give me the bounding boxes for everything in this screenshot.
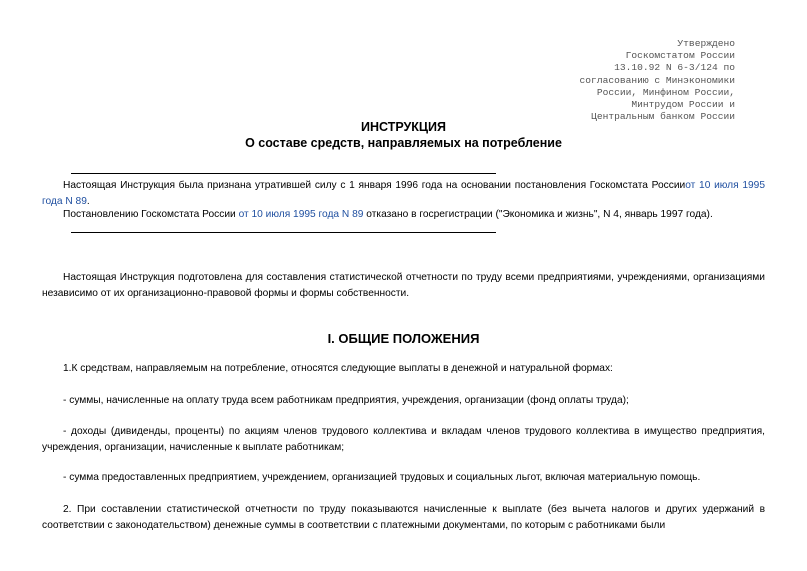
notice-text-end: . [86, 196, 90, 207]
approval-line: Госкомстатом России [625, 50, 735, 62]
notice-paragraph-1 [42, 178, 765, 210]
notice-text: Настоящая Инструкция была признана утратившей силу с 1 января 1996 года на основании постановления Госкомстата России [63, 180, 686, 191]
notice-text: Постановлению Госкомстата России [63, 209, 239, 220]
approval-line: Минтрудом России и [631, 99, 735, 111]
item-2: 2. При составлении статистической отчетности по труду показываются начисленные к выплате (без вычета налогов и других удержаний в соответствии с законодательством) денежные суммы в соответствии с платежными документами, по которым с работниками были [42, 504, 765, 531]
intro-paragraph: Настоящая Инструкция подготовлена для составления статистической отчетности по труду всеми предприятиями, учреждениями, организациями независимо от их организационно-правовой формы и формы собственности. [42, 272, 765, 299]
bullet-1: - суммы, начисленные на оплату труда всем работникам предприятия, учреждения, организации (фонд оплаты труда); [63, 395, 629, 406]
approval-line: Утверждено [677, 38, 735, 49]
approval-line: Центральным банком России [591, 111, 735, 123]
notice-text-end: отказано в госрегистрации ("Экономика и жизнь", N 4, январь 1997 года). [363, 209, 713, 220]
divider-top [71, 173, 496, 174]
document-title: ИНСТРУКЦИЯ [360, 120, 447, 134]
document-subtitle: О составе средств, направляемых на потребление [245, 136, 562, 150]
divider-bottom [71, 232, 496, 233]
approval-line: России, Минфином России, [596, 86, 735, 98]
item-1: 1.К средствам, направляемым на потребление, относятся следующие выплаты в денежной и натуральной формах: [63, 363, 613, 374]
decree-link[interactable]: от 10 июля 1995 года N 89 [42, 180, 766, 207]
section-heading: I. ОБЩИЕ ПОЛОЖЕНИЯ [327, 331, 480, 346]
approval-line: 13.10.92 N 6-3/124 по [614, 62, 735, 74]
decree-link[interactable]: от 10 июля 1995 года N 89 [238, 209, 364, 220]
notice-paragraph-2 [42, 207, 765, 223]
approval-line: согласованию с Минэкономики [579, 74, 735, 86]
bullet-2: - доходы (дивиденды, проценты) по акциям членов трудового коллектива и вкладам членов трудового коллектива в имущество предприятия, учреждения, организации, начисленные к выплате работникам; [42, 426, 765, 453]
bullet-3: - сумма предоставленных предприятием, учреждением, организацией трудовых и социальных льгот, включая материальную помощь. [63, 472, 701, 483]
approval-stamp [580, 38, 735, 123]
